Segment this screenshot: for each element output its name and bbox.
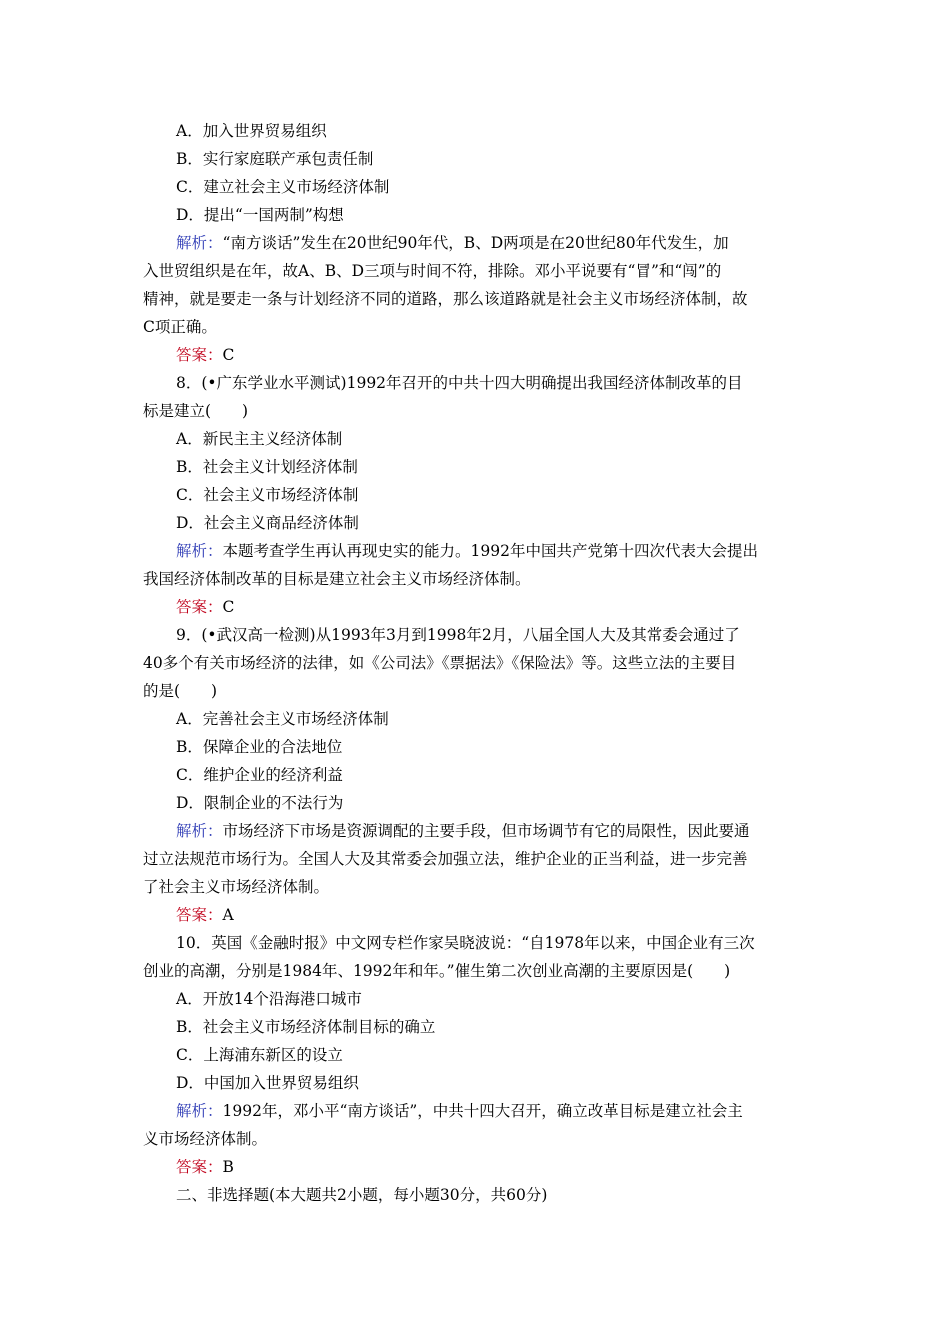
- q9-stem-line-2: 40多个有关市场经济的法律，如《公司法》《票据法》《保险法》等。这些立法的主要目: [143, 654, 737, 672]
- q7-option-c: C．建立社会主义市场经济体制: [176, 178, 390, 196]
- q8-answer: [0, 593, 950, 621]
- q10-option-c: C．上海浦东新区的设立: [176, 1046, 343, 1064]
- q9-answer: [0, 901, 950, 929]
- q10-stem-line-1: 10．英国《金融时报》中文网专栏作家吴晓波说：“自1978年以来，中国企业有三次: [176, 934, 755, 952]
- q9-analysis-line-3: 了社会主义市场经济体制。: [143, 878, 330, 896]
- q8-analysis-line-2: 我国经济体制改革的目标是建立社会主义市场经济体制。: [143, 570, 531, 588]
- q9-option-a: A．完善社会主义市场经济体制: [176, 710, 389, 728]
- q10-analysis-line-2: 义市场经济体制。: [143, 1130, 268, 1148]
- q7-answer: [0, 341, 950, 369]
- q10-analysis-text: 1992年，邓小平“南方谈话”，中共十四大召开，确立改革目标是建立社会主: [222, 1102, 743, 1120]
- q7-analysis-line-2: 入世贸组织是在年，故A、B、D三项与时间不符，排除。邓小平说要有“冒”和“闯”的: [143, 262, 722, 280]
- q8-option-b: B．社会主义计划经济体制: [176, 458, 358, 476]
- q8-stem-line-2: 标是建立( ): [143, 402, 249, 420]
- q10-option-a: A．开放14个沿海港口城市: [176, 990, 362, 1008]
- q9-option-b: B．保障企业的合法地位: [176, 738, 343, 756]
- q10-analysis-line-1: [0, 1097, 950, 1125]
- q7-analysis-line-3: 精神，就是要走一条与计划经济不同的道路，那么该道路就是社会主义市场经济体制，故: [143, 290, 748, 308]
- analysis-label: 解析：: [176, 1102, 223, 1120]
- q9-analysis-line-1: [0, 817, 950, 845]
- answer-label: 答案：: [176, 598, 223, 616]
- q9-stem-line-1: 9．(•武汉高一检测)从1993年3月到1998年2月，八届全国人大及其常委会通过了: [176, 626, 740, 644]
- q10-option-b: B．社会主义市场经济体制目标的确立: [176, 1018, 436, 1036]
- q9-option-c: C．维护企业的经济利益: [176, 766, 343, 784]
- q9-option-d: D．限制企业的不法行为: [176, 794, 344, 812]
- q8-analysis-line-1: [0, 537, 950, 565]
- q7-analysis-line-4: C项正确。: [143, 318, 217, 336]
- answer-label: 答案：: [176, 346, 223, 364]
- answer-label: 答案：: [176, 1158, 223, 1176]
- q9-analysis-line-2: 过立法规范市场行为。全国人大及其常委会加强立法，维护企业的正当利益，进一步完善: [143, 850, 748, 868]
- analysis-label: 解析：: [176, 822, 223, 840]
- q8-analysis-text: 本题考查学生再认再现史实的能力。1992年中国共产党第十四次代表大会提出: [222, 542, 758, 560]
- q7-option-b: B．实行家庭联产承包责任制: [176, 150, 374, 168]
- q9-stem-line-3: 的是( ): [143, 682, 218, 700]
- q8-option-a: A．新民主主义经济体制: [176, 430, 343, 448]
- q7-analysis-line-1: [0, 229, 950, 257]
- q9-analysis-text: 市场经济下市场是资源调配的主要手段，但市场调节有它的局限性，因此要通: [222, 822, 750, 840]
- q8-option-d: D．社会主义商品经济体制: [176, 514, 359, 532]
- q8-option-c: C．社会主义市场经济体制: [176, 486, 359, 504]
- section-2-heading: 二、非选择题(本大题共2小题，每小题30分，共60分): [176, 1186, 548, 1204]
- q10-option-d: D．中国加入世界贸易组织: [176, 1074, 359, 1092]
- q8-stem-line-1: 8．(•广东学业水平测试)1992年召开的中共十四大明确提出我国经济体制改革的目: [176, 374, 743, 392]
- analysis-label: 解析：: [176, 234, 223, 252]
- q8-answer-value: C: [222, 598, 235, 616]
- answer-label: 答案：: [176, 906, 223, 924]
- q7-analysis-text: “南方谈话”发生在20世纪90年代，B、D两项是在20世纪80年代发生，加: [222, 234, 729, 252]
- q7-option-a: A．加入世界贸易组织: [176, 122, 327, 140]
- q9-answer-value: A: [222, 906, 234, 924]
- q10-answer-value: B: [222, 1158, 234, 1176]
- q7-answer-value: C: [222, 346, 235, 364]
- q10-answer: [0, 1153, 950, 1181]
- q10-stem-line-2: 创业的高潮，分别是1984年、1992年和年。”催生第二次创业高潮的主要原因是( ): [143, 962, 731, 980]
- analysis-label: 解析：: [176, 542, 223, 560]
- q7-option-d: D．提出“一国两制”构想: [176, 206, 344, 224]
